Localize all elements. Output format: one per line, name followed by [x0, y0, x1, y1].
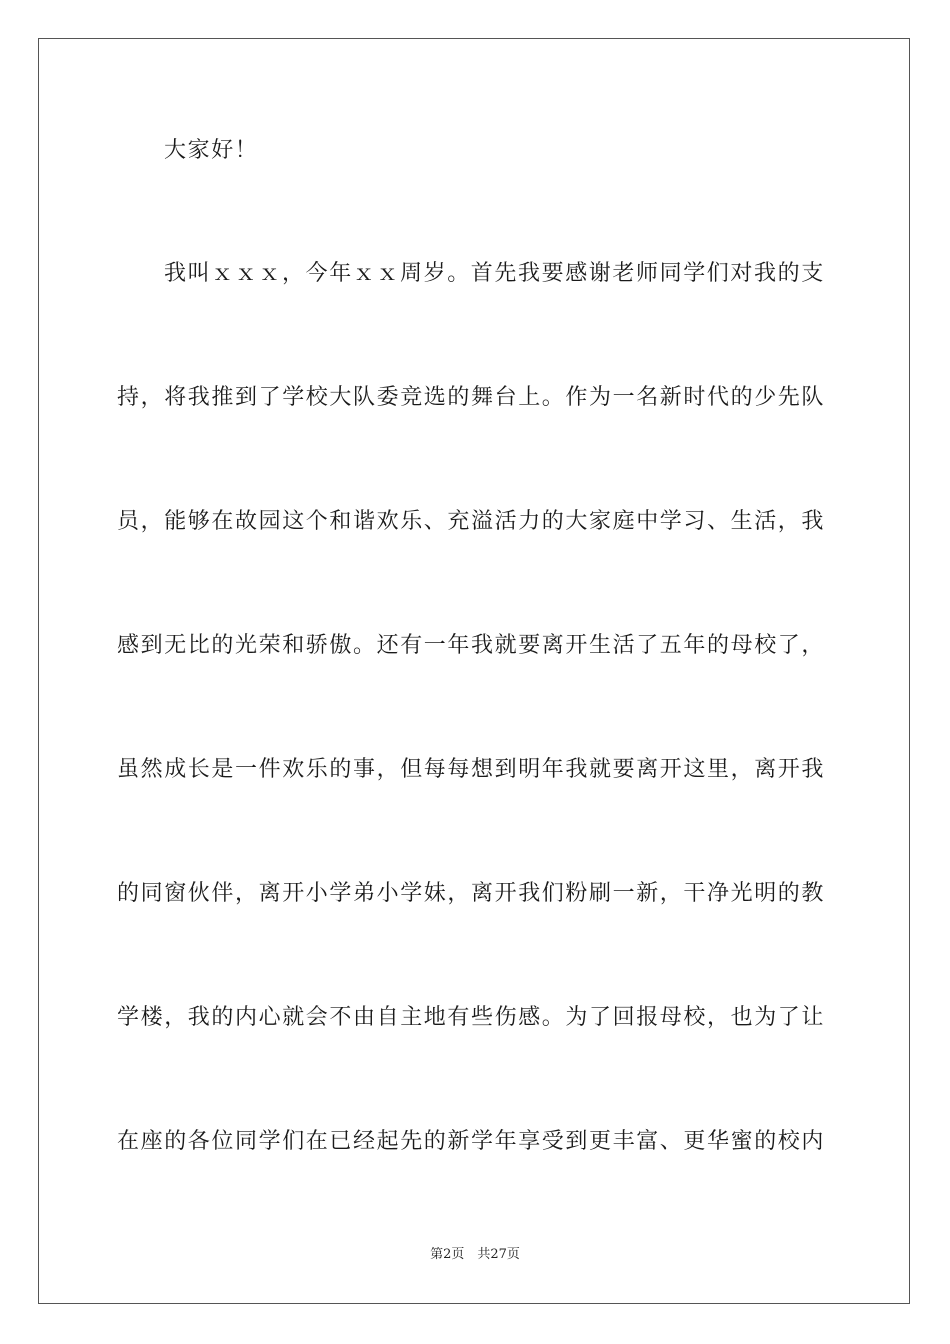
paragraph-line-6: 的同窗伙伴，离开小学弟小学妹，离开我们粉刷一新，干净光明的教 [117, 881, 826, 906]
greeting-line: 大家好！ [164, 138, 259, 163]
paragraph-line-3: 员，能够在故园这个和谐欢乐、充溢活力的大家庭中学习、生活，我 [117, 509, 826, 534]
page-border [38, 38, 910, 1304]
paragraph-line-2: 持，将我推到了学校大队委竞选的舞台上。作为一名新时代的少先队 [117, 385, 826, 410]
paragraph-line-4: 感到无比的光荣和骄傲。还有一年我就要离开生活了五年的母校了， [117, 633, 826, 658]
paragraph-line-8: 在座的各位同学们在已经起先的新学年享受到更丰富、更华蜜的校内 [117, 1129, 826, 1154]
page-number-footer: 第2页 共27页 [430, 1247, 520, 1262]
paragraph-line-7: 学楼，我的内心就会不由自主地有些伤感。为了回报母校，也为了让 [117, 1005, 826, 1030]
paragraph-line-1: 我叫ｘｘｘ，今年ｘｘ周岁。首先我要感谢老师同学们对我的支 [164, 261, 825, 286]
paragraph-line-5: 虽然成长是一件欢乐的事，但每每想到明年我就要离开这里，离开我 [117, 757, 826, 782]
